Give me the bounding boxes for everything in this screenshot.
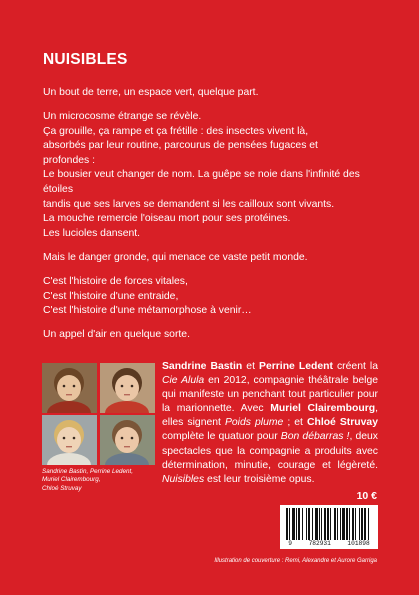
child-photo — [100, 415, 155, 465]
blurb-paragraph — [43, 275, 383, 319]
bio-text: en 2012, compagnie théâtrale belge qui manifeste un penchant tout particulier pour la marionnette. Avec — [162, 375, 378, 415]
author-bio — [162, 360, 378, 487]
show-title: Poids plume — [224, 417, 284, 429]
isbn-number — [280, 540, 378, 547]
blurb-line: Un microcosme étrange se révèle. — [43, 111, 202, 123]
portrait-icon — [42, 363, 97, 413]
blurb-line: absorbés par leur routine, parcourus de pensées fugaces et — [43, 140, 318, 152]
blurb-line: Le bousier veut changer de nom. La guêpe se noie dans l'infinité des — [43, 169, 360, 181]
company-name: Cie Alula — [162, 375, 205, 387]
author-name: Muriel Clairembourg — [270, 403, 376, 415]
author-photos — [42, 363, 156, 465]
blurb-line: C'est l'histoire d'une métamorphose à venir… — [43, 305, 252, 317]
photo-caption — [42, 468, 160, 493]
bio-text: est leur troisième opus. — [204, 473, 315, 485]
book-title: NUISIBLES — [43, 51, 128, 68]
blurb-paragraph: Un appel d'air en quelque sorte. — [43, 329, 190, 341]
portrait-icon — [100, 363, 155, 413]
isbn-group: 9 — [288, 540, 292, 547]
blurb-line: C'est l'histoire d'une entraide, — [43, 290, 179, 302]
blurb-line: étoiles — [43, 184, 74, 196]
caption-line: Sandrine Bastin, Perrine Ledent, — [42, 468, 134, 475]
isbn-group: 101898 — [347, 540, 370, 547]
bio-text: et — [242, 361, 260, 372]
blurb-paragraph: Un bout de terre, un espace vert, quelque part. — [43, 87, 259, 98]
bio-text: complète le quatuor pour — [162, 431, 281, 443]
blurb-line: C'est l'histoire de forces vitales, — [43, 276, 188, 288]
show-title: Nuisibles — [162, 473, 205, 485]
price-label: 10 € — [356, 490, 377, 502]
bio-text: ; et — [283, 417, 307, 429]
blurb-paragraph: Mais le danger gronde, qui menace ce vaste petit monde. — [43, 251, 308, 263]
portrait-icon — [100, 415, 155, 465]
blurb-line: Ça grouille, ça rampe et ça frétille : des insectes vivent là, — [43, 125, 309, 137]
caption-line: Muriel Clairembourg, — [42, 476, 101, 484]
child-photo — [100, 363, 155, 413]
author-name: Sandrine Bastin — [162, 361, 243, 372]
caption-line: Chloé Struvay — [42, 484, 82, 492]
back-cover-blurb — [43, 86, 383, 352]
author-name: Perrine Ledent — [259, 361, 333, 372]
cover-illustration-credit: Illustration de couverture : Remi, Alexandre et Aurore Garriga — [214, 558, 377, 564]
child-photo — [42, 415, 97, 465]
blurb-paragraph — [43, 110, 383, 241]
isbn-barcode — [280, 505, 378, 549]
author-name: Chloé Struvay — [306, 417, 378, 429]
blurb-line: La mouche remercie l'oiseau mort pour ses protéines. — [43, 213, 291, 225]
bio-text: créent la — [332, 361, 378, 372]
bio-text: , deux spectacles que la compagnie a produits avec détermination, minutie, courage et légèreté. — [162, 431, 378, 471]
child-photo — [42, 363, 97, 413]
show-title: Bon débarras ! — [280, 431, 350, 443]
isbn-group: 782931 — [308, 540, 331, 547]
blurb-line: profondes : — [43, 154, 95, 166]
blurb-line: tandis que ses larves se demandent si les cailloux sont vivants. — [43, 198, 335, 210]
bio-text: , elles signent — [162, 403, 378, 429]
portrait-icon — [42, 415, 97, 465]
blurb-line: Les lucioles dansent. — [43, 227, 141, 239]
